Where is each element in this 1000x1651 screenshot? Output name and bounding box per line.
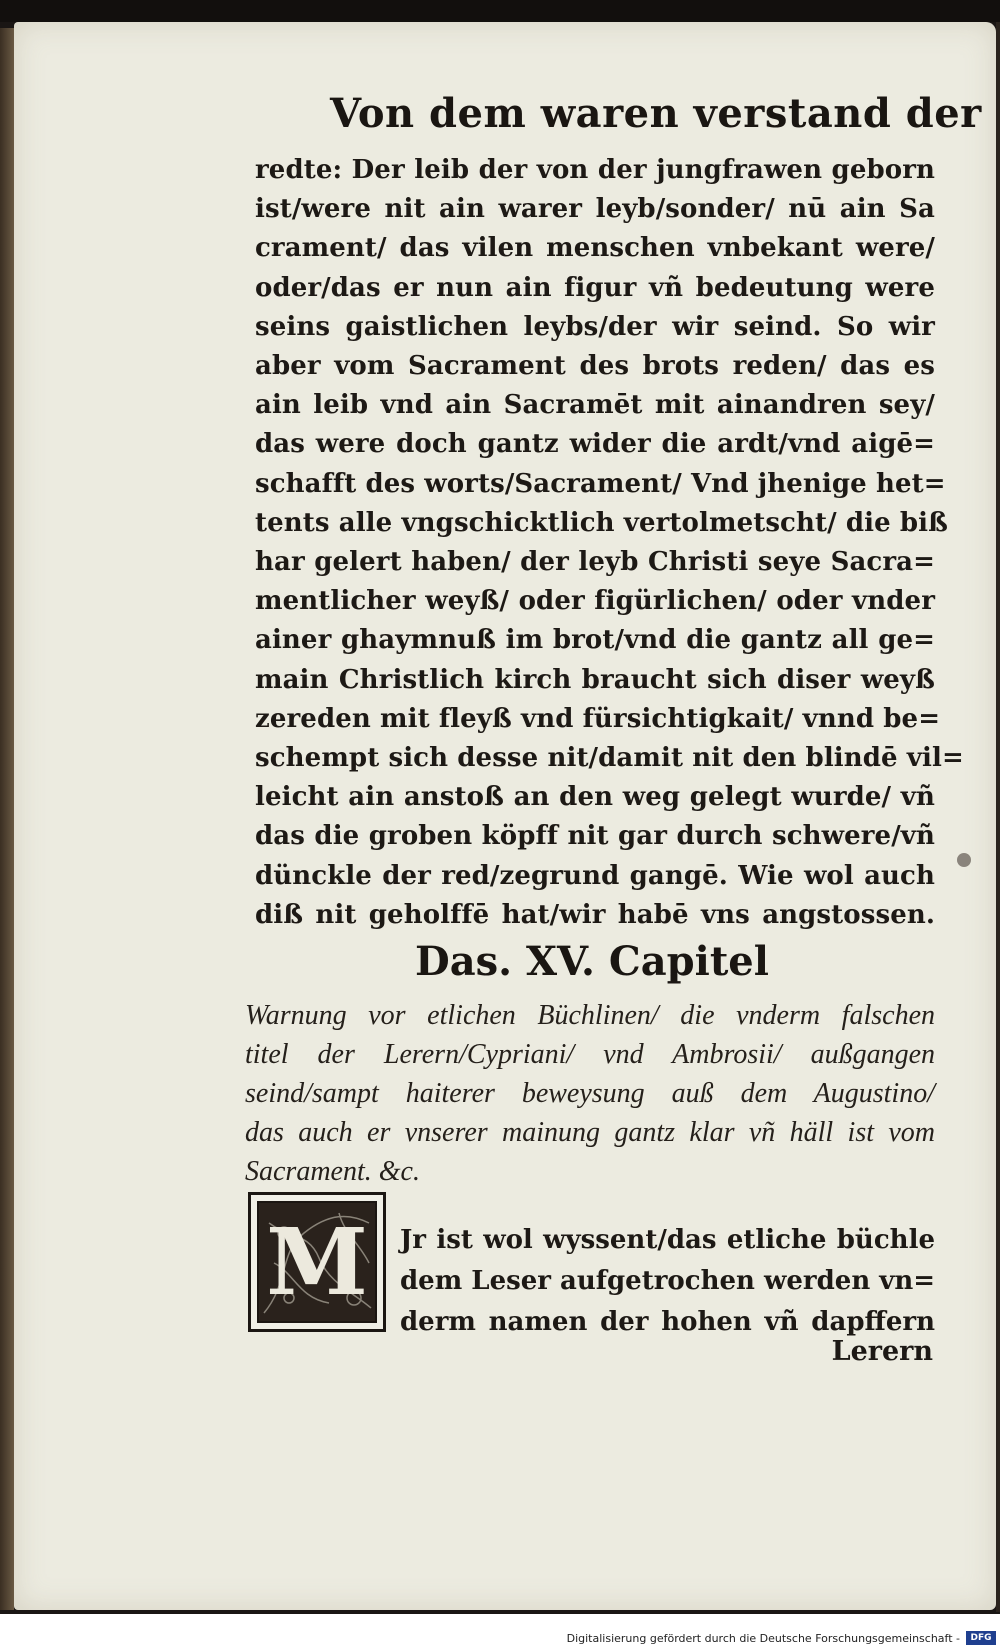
text-line: har gelert haben/ der leyb Christi seye Sacra= xyxy=(255,547,935,577)
text-line: tents alle vngschicktlich vertolmetscht/ die biß xyxy=(255,507,949,538)
text-line: aber vom Sacrament des brots reden/ das es xyxy=(255,351,935,381)
opening-text-line: dem Leser aufgetrochen werden vn= xyxy=(400,1266,936,1296)
initial-ornament xyxy=(257,1201,377,1323)
summary-line: Sacrament. &c. xyxy=(245,1156,420,1187)
ink-spot xyxy=(957,853,971,867)
text-line: schempt sich desse nit/damit nit den blindē vil= xyxy=(255,743,964,773)
text-line: das were doch gantz wider die ardt/vnd aigē= xyxy=(255,429,935,460)
text-line: ainer ghaymnuß im brot/vnd die gantz all ge= xyxy=(255,625,935,656)
text-line: redte: Der leib der von der jungfrawen geborn xyxy=(255,155,935,185)
catchword: Lerern xyxy=(831,1336,933,1367)
funding-credit: Digitalisierung gefördert durch die Deutsche Forschungsgemeinschaft - xyxy=(566,1632,960,1645)
summary-line: Warnung vor etlichen Büchlinen/ die vnderm falschen xyxy=(245,1000,935,1031)
text-line: seins gaistlichen leybs/der wir seind. So wir xyxy=(255,311,935,342)
text-line: mentlicher weyß/ oder figürlichen/ oder vnder xyxy=(255,586,935,617)
chapter-title: Das. XV. Capitel xyxy=(415,938,769,985)
text-line: main Christlich kirch braucht sich diser weyß xyxy=(255,664,935,695)
summary-line: seind/sampt haiterer beweysung auß dem Augustino/ xyxy=(245,1078,935,1109)
opening-text-line: Jr ist wol wyssent/das etliche büchle xyxy=(400,1225,935,1255)
text-line: zereden mit fleyß vnd fürsichtigkait/ vnnd be= xyxy=(255,703,941,734)
page-left-edge xyxy=(0,28,14,1610)
initial-letter: M xyxy=(266,1208,368,1316)
text-line: schafft des worts/Sacrament/ Vnd jhenige het= xyxy=(255,468,946,499)
text-line: ain leib vnd ain Sacramēt mit ainandren sey/ xyxy=(255,390,935,421)
scan-background-right xyxy=(996,22,1000,1612)
summary-line: titel der Lerern/Cypriani/ vnd Ambrosii/ außgangen xyxy=(245,1039,935,1070)
text-line: leicht ain anstoß an den weg gelegt wurde/ vñ xyxy=(255,782,935,813)
dfg-logo: DFG xyxy=(966,1631,996,1645)
text-line: das die groben köpff nit gar durch schwere/vñ xyxy=(255,821,935,852)
summary-line: das auch er vnserer mainung gantz klar vñ häll ist vom xyxy=(245,1117,935,1148)
text-line: crament/ das vilen menschen vnbekant were/ xyxy=(255,233,935,264)
scan-background-top xyxy=(0,0,1000,22)
text-line: ist/were nit ain warer leyb/sonder/ nū ain Sa xyxy=(255,194,935,225)
decorated-initial xyxy=(248,1192,386,1332)
running-head: Von dem waren verstand der xyxy=(330,90,982,137)
opening-text-line: derm namen der hohen vñ dapffern xyxy=(400,1307,935,1337)
text-line: dünckle der red/zegrund gangē. Wie wol auch xyxy=(255,860,935,891)
text-line: oder/das er nun ain figur vñ bedeutung were xyxy=(255,272,935,303)
text-line: diß nit geholffē hat/wir habē vns angstossen. xyxy=(255,899,935,930)
